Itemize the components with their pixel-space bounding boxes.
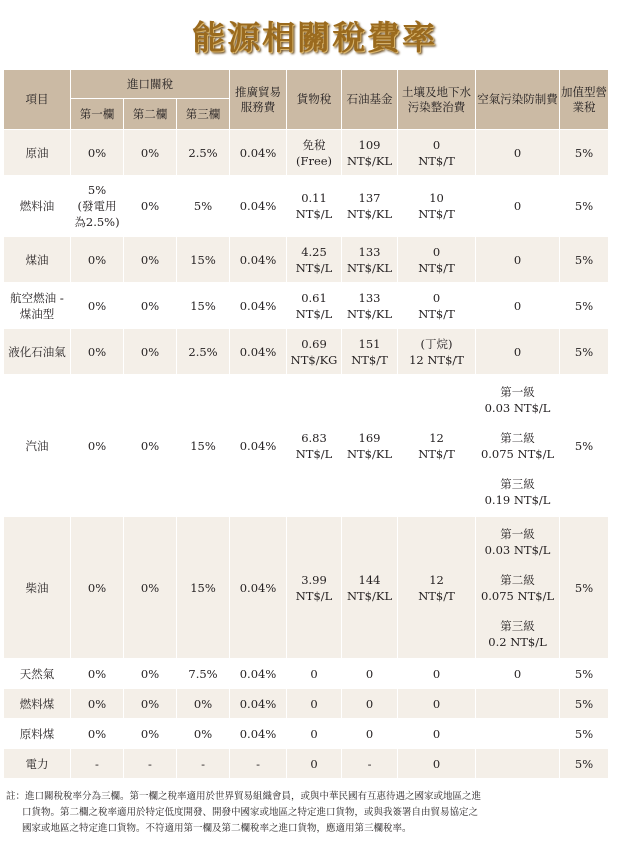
cell-soil <box>398 689 476 719</box>
cell-soil-text: NT$/T <box>418 588 455 603</box>
cell-soil <box>398 176 476 237</box>
cell-c3-text: 5% <box>193 199 213 213</box>
cell-commodity <box>287 375 342 517</box>
page-title: 能源相關稅費率 <box>192 18 437 57</box>
cell-fund <box>342 659 398 689</box>
row-label-text: 煤油型 <box>19 306 55 321</box>
cell-c3 <box>177 517 230 659</box>
cell-c1-text: - <box>95 756 99 771</box>
cell-fund <box>342 719 398 749</box>
cell-c3-text: 15% <box>190 298 216 313</box>
cell-air <box>476 719 560 749</box>
cell-commodity-text: NT$/L <box>295 306 333 321</box>
cell-trade <box>230 329 287 375</box>
cell-c3 <box>177 719 230 749</box>
cell-c3 <box>177 375 230 517</box>
cell-vat-text: 5% <box>574 726 594 741</box>
cell-vat <box>560 329 609 375</box>
cell-vat <box>560 176 609 237</box>
cell-soil <box>398 283 476 329</box>
cell-soil-text: 0 <box>432 726 441 741</box>
cell-c2 <box>124 749 177 779</box>
cell-soil <box>398 130 476 176</box>
row-label <box>4 689 71 719</box>
cell-c2-text: 0% <box>140 438 160 453</box>
table-row <box>4 283 609 329</box>
cell-c2-text: 0% <box>140 199 160 213</box>
cell-c1-text: 0% <box>87 696 107 711</box>
cell-c1-text: 0% <box>87 145 107 160</box>
cell-air <box>476 517 560 659</box>
row-label-text: 天然氣 <box>19 666 55 681</box>
cell-vat-text: 5% <box>574 252 594 267</box>
cell-c2-text: 0% <box>140 580 160 595</box>
cell-air <box>476 237 560 283</box>
cell-soil-text: (丁烷) <box>420 336 453 351</box>
cell-trade <box>230 176 287 237</box>
cell-commodity-text: NT$/KG <box>290 352 338 367</box>
cell-vat-text: 5% <box>574 696 594 711</box>
air-tier-text: 第一級 <box>500 526 535 541</box>
cell-c2-text: 0% <box>140 298 160 313</box>
cell-trade-text: 0.04% <box>239 252 277 267</box>
cell-fund-text: 144 <box>358 572 381 587</box>
cell-c1 <box>71 719 124 749</box>
cell-c1-text: 為2.5%) <box>74 215 120 229</box>
cell-c1-text: 5% <box>87 183 107 197</box>
cell-c2 <box>124 237 177 283</box>
cell-fund-text: 0 <box>365 666 374 681</box>
cell-fund-text: 0 <box>365 696 374 711</box>
row-label <box>4 517 71 659</box>
cell-vat <box>560 283 609 329</box>
header-item: 項目 <box>4 70 71 130</box>
cell-commodity-text: 0 <box>310 726 318 741</box>
cell-c1 <box>71 329 124 375</box>
cell-c1-text: 0% <box>87 726 107 741</box>
cell-commodity-text: 0 <box>310 756 318 771</box>
cell-vat <box>560 719 609 749</box>
cell-trade-text: 0.04% <box>239 199 277 213</box>
cell-c1 <box>71 176 124 237</box>
cell-fund-text: 169 <box>358 430 381 445</box>
cell-c2 <box>124 689 177 719</box>
air-tier-text: 0.03 NT$/L <box>484 542 551 557</box>
cell-c1 <box>71 749 124 779</box>
cell-soil-text: NT$/T <box>418 207 455 221</box>
cell-commodity <box>287 659 342 689</box>
air-tier <box>477 572 558 604</box>
header-col3: 第三欄 <box>177 99 230 130</box>
cell-trade <box>230 719 287 749</box>
cell-fund <box>342 237 398 283</box>
cell-c1 <box>71 659 124 689</box>
air-tier <box>477 526 558 558</box>
row-label-text: 柴油 <box>25 580 49 595</box>
row-label <box>4 375 71 517</box>
cell-air <box>476 130 560 176</box>
air-tier-text: 0.2 NT$/L <box>488 634 547 649</box>
cell-c1 <box>71 283 124 329</box>
cell-soil <box>398 659 476 689</box>
cell-vat-text: 5% <box>574 145 594 160</box>
cell-commodity <box>287 517 342 659</box>
header-col1: 第一欄 <box>71 99 124 130</box>
cell-soil <box>398 237 476 283</box>
cell-vat-text: 5% <box>574 199 594 213</box>
header-trade-fee: 推廣貿易服務費 <box>230 70 287 130</box>
air-tier <box>477 430 558 462</box>
table-row <box>4 659 609 689</box>
row-label <box>4 749 71 779</box>
cell-commodity <box>287 329 342 375</box>
cell-trade-text: 0.04% <box>239 298 277 313</box>
cell-soil <box>398 329 476 375</box>
row-label-text: 燃料煤 <box>19 696 55 711</box>
cell-c2-text: 0% <box>140 252 160 267</box>
cell-commodity-text: 0 <box>310 696 318 711</box>
cell-commodity-text: 0.61 <box>301 290 327 305</box>
cell-fund-text: 133 <box>358 290 381 305</box>
cell-vat-text: 5% <box>574 438 594 453</box>
cell-commodity-text: 0.69 <box>301 336 327 351</box>
air-tier-text: 0.03 NT$/L <box>484 400 551 415</box>
cell-c1 <box>71 237 124 283</box>
cell-c1 <box>71 517 124 659</box>
cell-c2 <box>124 517 177 659</box>
cell-commodity-text: NT$/L <box>295 207 333 221</box>
cell-c2 <box>124 719 177 749</box>
table-body <box>4 130 609 779</box>
cell-c3 <box>177 176 230 237</box>
cell-fund-text: NT$/KL <box>346 588 393 603</box>
cell-c3 <box>177 237 230 283</box>
cell-c3 <box>177 130 230 176</box>
cell-air-text: 0 <box>513 199 522 213</box>
air-tier-text: 0.075 NT$/L <box>480 588 555 603</box>
cell-soil-text: NT$/T <box>418 446 455 461</box>
table-row <box>4 375 609 517</box>
cell-air-text: 0 <box>513 344 522 359</box>
cell-c3 <box>177 283 230 329</box>
cell-soil-text: 0 <box>432 244 441 259</box>
cell-c1 <box>71 689 124 719</box>
cell-c2-text: 0% <box>140 666 160 681</box>
cell-vat <box>560 375 609 517</box>
row-label-text: 原料煤 <box>19 726 55 741</box>
cell-vat <box>560 689 609 719</box>
row-label <box>4 719 71 749</box>
header-vat: 加值型營業稅 <box>560 70 609 130</box>
cell-c3-text: - <box>201 756 205 771</box>
cell-c2 <box>124 283 177 329</box>
cell-fund-text: - <box>367 756 372 771</box>
header-commodity-tax: 貨物稅 <box>287 70 342 130</box>
cell-fund <box>342 689 398 719</box>
cell-c2 <box>124 130 177 176</box>
cell-fund <box>342 375 398 517</box>
cell-fund-text: NT$/KL <box>346 153 393 168</box>
cell-commodity-text: 免稅 <box>302 137 326 152</box>
cell-fund-text: 151 <box>358 336 381 351</box>
cell-trade-text: - <box>256 756 260 771</box>
cell-fund-text: NT$/KL <box>346 446 393 461</box>
cell-air-text: 0 <box>513 252 522 267</box>
footnote-line-3: 國家或地區之特定進口貨物。不符適用第一欄及第二欄稅率之進口貨物，應適用第三欄稅率。 <box>22 823 412 834</box>
cell-vat-text: 5% <box>574 344 594 359</box>
cell-commodity <box>287 749 342 779</box>
cell-trade-text: 0.04% <box>239 580 277 595</box>
cell-commodity-text: NT$/L <box>295 588 333 603</box>
cell-fund-text: NT$/T <box>351 352 388 367</box>
cell-trade <box>230 659 287 689</box>
cell-soil-text: 0 <box>432 756 441 771</box>
table-row <box>4 689 609 719</box>
cell-air <box>476 659 560 689</box>
cell-c2 <box>124 659 177 689</box>
row-label-text: 汽油 <box>25 438 49 453</box>
cell-commodity-text: NT$/L <box>295 260 333 275</box>
table-row <box>4 719 609 749</box>
cell-commodity-text: 6.83 <box>301 430 327 445</box>
cell-trade-text: 0.04% <box>239 438 277 453</box>
cell-trade-text: 0.04% <box>239 726 277 741</box>
air-tier <box>477 618 558 650</box>
cell-vat <box>560 517 609 659</box>
cell-soil-text: 0 <box>432 666 441 681</box>
cell-c2-text: - <box>148 756 152 771</box>
footnote-line-1: 註：進口關稅稅率分為三欄。第一欄之稅率適用於世界貿易組織會員，或與中華民國有互惠待遇之國家或地區之進 <box>6 791 482 802</box>
cell-c3-text: 0% <box>193 696 213 711</box>
cell-soil-text: 10 <box>429 191 444 205</box>
cell-c3-text: 0% <box>193 726 213 741</box>
cell-air <box>476 176 560 237</box>
cell-c3-text: 2.5% <box>188 344 218 359</box>
cell-vat <box>560 659 609 689</box>
cell-commodity-text: 3.99 <box>301 572 327 587</box>
cell-soil-text: 12 <box>429 572 444 587</box>
row-label <box>4 130 71 176</box>
cell-c1 <box>71 130 124 176</box>
cell-vat-text: 5% <box>574 580 594 595</box>
cell-c3-text: 15% <box>190 252 216 267</box>
header-petroleum-fund: 石油基金 <box>342 70 398 130</box>
cell-commodity <box>287 176 342 237</box>
row-label-text: 航空燃油 - <box>10 290 64 305</box>
air-tier-text: 0.19 NT$/L <box>484 492 551 507</box>
cell-c2 <box>124 176 177 237</box>
cell-fund <box>342 749 398 779</box>
cell-c2-text: 0% <box>140 696 160 711</box>
cell-trade-text: 0.04% <box>239 344 277 359</box>
cell-c2-text: 0% <box>140 145 160 160</box>
cell-c3-text: 15% <box>190 438 216 453</box>
cell-trade-text: 0.04% <box>239 145 277 160</box>
cell-vat-text: 5% <box>574 666 594 681</box>
header-soil-fee: 土壤及地下水污染整治費 <box>398 70 476 130</box>
header-import-duty: 進口關稅 <box>71 70 230 99</box>
cell-trade <box>230 283 287 329</box>
cell-commodity-text: (Free) <box>295 153 333 168</box>
cell-fund-text: NT$/KL <box>346 207 393 221</box>
row-label <box>4 176 71 237</box>
cell-soil-text: NT$/T <box>418 260 455 275</box>
cell-c1-text: 0% <box>87 298 107 313</box>
table-row <box>4 749 609 779</box>
air-tier <box>477 384 558 416</box>
table-row <box>4 329 609 375</box>
cell-trade-text: 0.04% <box>239 666 277 681</box>
cell-fund <box>342 517 398 659</box>
cell-c1-text: 0% <box>87 252 107 267</box>
cell-c2 <box>124 375 177 517</box>
energy-tax-table <box>3 69 609 779</box>
cell-c3 <box>177 689 230 719</box>
cell-commodity-text: 0 <box>310 666 318 681</box>
cell-c1-text: 0% <box>87 344 107 359</box>
table-row <box>4 517 609 659</box>
cell-commodity <box>287 719 342 749</box>
cell-soil-text: 0 <box>432 137 441 152</box>
cell-c1 <box>71 375 124 517</box>
cell-soil-text: NT$/T <box>418 306 455 321</box>
cell-c1-text: 0% <box>87 580 107 595</box>
footnote-line-2: 口貨物。第二欄之稅率適用於特定低度開發、開發中國家或地區之特定進口貨物，或與我簽署自由貿易協定之 <box>22 807 479 818</box>
cell-air-text: 0 <box>513 298 522 313</box>
cell-trade <box>230 689 287 719</box>
cell-trade <box>230 517 287 659</box>
table-row <box>4 237 609 283</box>
cell-soil-text: 0 <box>432 696 441 711</box>
cell-soil <box>398 719 476 749</box>
cell-air <box>476 329 560 375</box>
cell-soil <box>398 749 476 779</box>
row-label-text: 煤油 <box>25 252 49 267</box>
cell-c3-text: 2.5% <box>188 145 218 160</box>
cell-air-text: 0 <box>513 666 522 681</box>
cell-c3 <box>177 329 230 375</box>
cell-fund <box>342 329 398 375</box>
cell-air <box>476 689 560 719</box>
row-label <box>4 283 71 329</box>
row-label-text: 燃料油 <box>19 199 55 213</box>
cell-c2-text: 0% <box>140 344 160 359</box>
row-label-text: 電力 <box>25 756 49 771</box>
air-tier-text: 0.075 NT$/L <box>480 446 555 461</box>
cell-c3-text: 15% <box>190 580 216 595</box>
cell-commodity-text: 4.25 <box>301 244 327 259</box>
cell-trade <box>230 749 287 779</box>
cell-fund-text: NT$/KL <box>346 306 393 321</box>
header-air-fee: 空氣污染防制費 <box>476 70 560 130</box>
cell-air <box>476 375 560 517</box>
header-col2: 第二欄 <box>124 99 177 130</box>
row-label <box>4 659 71 689</box>
row-label <box>4 237 71 283</box>
cell-vat-text: 5% <box>574 298 594 313</box>
cell-fund <box>342 283 398 329</box>
air-tier-text: 第三級 <box>500 618 535 633</box>
cell-vat <box>560 237 609 283</box>
cell-c3 <box>177 749 230 779</box>
air-tier-text: 第三級 <box>500 476 535 491</box>
air-tier-text: 第一級 <box>500 384 535 399</box>
cell-fund-text: 133 <box>358 244 381 259</box>
cell-fund <box>342 176 398 237</box>
air-tier-text: 第二級 <box>500 572 535 587</box>
cell-trade <box>230 237 287 283</box>
cell-soil-text: 12 <box>429 430 444 445</box>
cell-trade-text: 0.04% <box>239 696 277 711</box>
cell-fund <box>342 130 398 176</box>
cell-c2-text: 0% <box>140 726 160 741</box>
table-row <box>4 130 609 176</box>
cell-c3-text: 7.5% <box>188 666 218 681</box>
cell-fund-text: 0 <box>365 726 374 741</box>
cell-soil <box>398 375 476 517</box>
cell-fund-text: 109 <box>358 137 381 152</box>
cell-commodity <box>287 237 342 283</box>
cell-vat <box>560 749 609 779</box>
air-tier <box>477 476 558 508</box>
cell-trade <box>230 375 287 517</box>
cell-air-text: 0 <box>513 145 522 160</box>
row-label <box>4 329 71 375</box>
cell-soil-text: 12 NT$/T <box>409 352 464 367</box>
air-tier-text: 第二級 <box>500 430 535 445</box>
cell-c1-text: 0% <box>87 438 107 453</box>
cell-c2 <box>124 329 177 375</box>
cell-commodity-text: NT$/L <box>295 446 333 461</box>
cell-c1-text: (發電用 <box>77 199 117 213</box>
cell-vat-text: 5% <box>574 756 594 771</box>
cell-commodity <box>287 130 342 176</box>
cell-soil-text: NT$/T <box>418 153 455 168</box>
cell-trade <box>230 130 287 176</box>
cell-vat <box>560 130 609 176</box>
cell-fund-text: NT$/KL <box>346 260 393 275</box>
row-label-text: 液化石油氣 <box>8 344 66 359</box>
cell-commodity <box>287 689 342 719</box>
row-label-text: 原油 <box>25 145 49 160</box>
cell-air <box>476 283 560 329</box>
cell-commodity <box>287 283 342 329</box>
cell-c3 <box>177 659 230 689</box>
cell-fund-text: 137 <box>358 191 381 205</box>
cell-air <box>476 749 560 779</box>
table-row <box>4 176 609 237</box>
footnote <box>6 789 616 837</box>
cell-c1-text: 0% <box>87 666 107 681</box>
cell-commodity-text: 0.11 <box>301 191 327 205</box>
cell-soil-text: 0 <box>432 290 441 305</box>
cell-soil <box>398 517 476 659</box>
